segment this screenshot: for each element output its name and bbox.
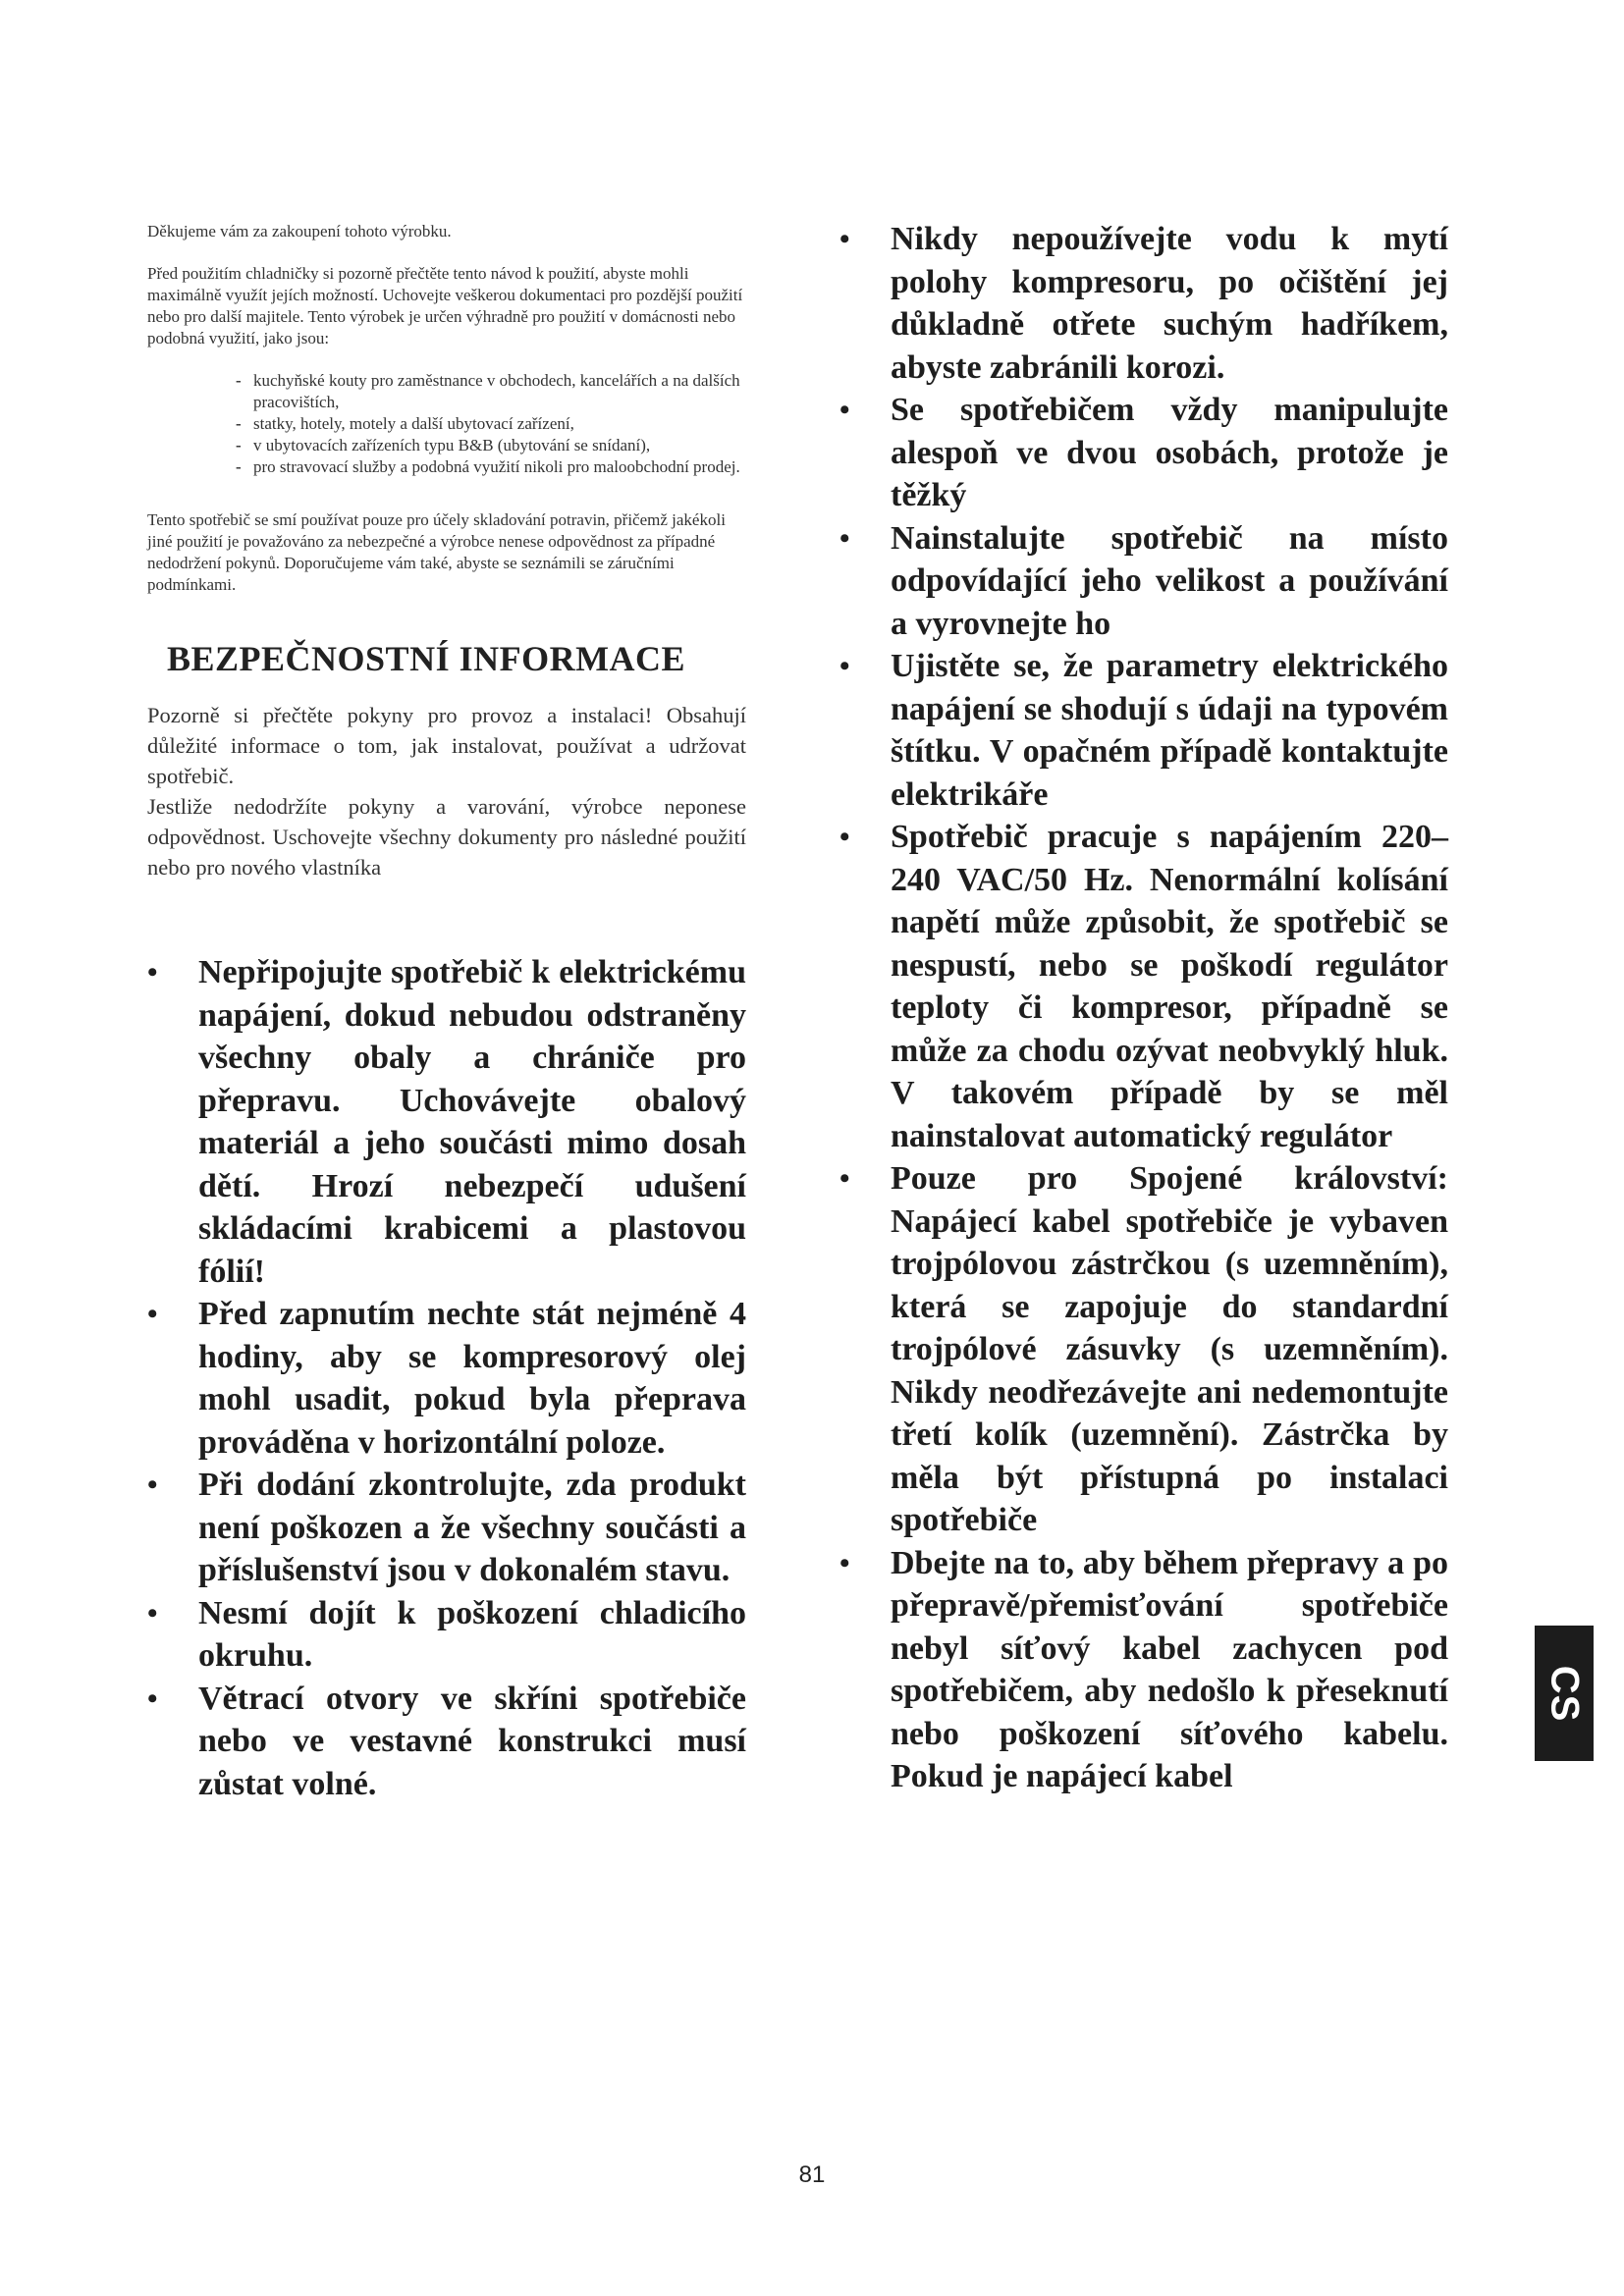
bullet-item: [839, 816, 1448, 1157]
bullet-item: [147, 1293, 746, 1464]
usage-item: - kuchyňské kouty pro zaměstnance v obchodech, kancelářích a na dalších pracovištích,: [236, 370, 746, 413]
bullet-text: Ujistěte se, že parametry elektrického napájení se shodují s údaji na typovém štítku. V opačném případě kontaktujte elektrikáře: [891, 648, 1448, 813]
purpose-text: Tento spotřebič se smí používat pouze pro účely skladování potravin, přičemž jakékoli jiné použití je považováno za nebezpečné a výrobce nenese odpovědnost za případné nedodržení pokynů. Doporučujeme vám také, abyste se seznámili se záručními podmínkami.: [147, 510, 726, 594]
bullet-text: Pouze pro Spojené království: Napájecí kabel spotřebiče je vybaven trojpólovou zástrčkou (s uzemněním), která se zapojuje do standardní trojpólové zásuvky (s uzemněním). Nikdy neodřezávejte ani nedemontujte třetí kolík (uzemnění). Zástrčka by měla být přístupná po instalaci spotřebiče: [891, 1160, 1448, 1538]
bullet-item: [147, 951, 746, 1293]
bullet-text: Větrací otvory ve skříni spotřebiče nebo ve vestavné konstrukci musí zůstat volné.: [198, 1680, 746, 1802]
bullet-icon: •: [839, 650, 850, 682]
right-bullet-list: [839, 218, 1448, 1798]
bullet-icon: •: [839, 1162, 850, 1195]
bullet-text: Nikdy nepoužívejte vodu k mytí polohy kompresoru, po očištění jej důkladně otřete suchým hadříkem, abyste zabránili korozi.: [891, 221, 1448, 386]
bullet-icon: •: [147, 1468, 158, 1501]
bullet-icon: •: [147, 956, 158, 988]
usage-list: [147, 370, 746, 478]
bullet-text: Nainstalujte spotřebič na místo odpovídající jeho velikost a používání a vyrovnejte ho: [891, 519, 1448, 642]
bullet-icon: •: [839, 521, 850, 555]
bullet-item: [839, 389, 1448, 517]
bullet-item: [839, 1157, 1448, 1542]
thanks-text: Děkujeme vám za zakoupení tohoto výrobku.: [147, 222, 452, 240]
bullet-icon: •: [147, 1596, 158, 1629]
usage-item: - pro stravovací služby a podobná využití nikoli pro maloobchodní prodej.: [236, 456, 746, 478]
language-tab-label: CS: [1543, 1665, 1587, 1722]
language-tab: [1535, 1626, 1594, 1761]
bullet-text: Před zapnutím nechte stát nejméně 4 hodiny, aby se kompresorový olej mohl usadit, pokud byla přeprava prováděna v horizontální poloze.: [198, 1296, 746, 1461]
bullet-item: [839, 645, 1448, 816]
bullet-text: Nesmí dojít k poškození chladicího okruhu.: [198, 1594, 746, 1674]
bullet-item: [839, 218, 1448, 389]
safety-paragraph-1: Pozorně si přečtěte pokyny pro provoz a instalaci! Obsahují důležité informace o tom, jak instalovat, používat a udržovat spotřebič.: [147, 703, 746, 788]
left-bullet-list: [147, 951, 746, 1805]
right-column: [839, 218, 1448, 1798]
bullet-text: Se spotřebičem vždy manipulujte alespoň ve dvou osobách, protože je těžký: [891, 392, 1448, 513]
safety-heading: BEZPEČNOSTNÍ INFORMACE: [167, 639, 686, 678]
safety-paragraph-2: Jestliže nedodržíte pokyny a varování, výrobce neponese odpovědnost. Uschovejte všechny dokumenty pro následné použití nebo pro nového vlastníka: [147, 794, 746, 880]
bullet-text: Při dodání zkontrolujte, zda produkt není poškozen a že všechny součásti a příslušenství jsou v dokonalém stavu.: [198, 1467, 746, 1588]
bullet-item: [839, 1542, 1448, 1798]
safety-intro: [147, 700, 746, 882]
bullet-text: Spotřebič pracuje s napájením 220–240 VAC/50 Hz. Nenormální kolísání napětí může způsobit, že spotřebič se nespustí, nebo se poškodí regulátor teploty či kompresor, případně se může za chodu ozývat neobvyklý hluk. V takovém případě by se měl nainstalovat automatický regulátor: [891, 819, 1448, 1154]
bullet-icon: •: [839, 223, 850, 255]
bullet-icon: •: [147, 1298, 158, 1330]
bullet-text: Dbejte na to, aby během přepravy a po přepravě/přemisťování spotřebiče nebyl síťový kabel zachycen pod spotřebičem, aby nedošlo k přeseknutí nebo poškození síťového kabelu. Pokud je napájecí kabel: [891, 1544, 1448, 1794]
bullet-item: [839, 517, 1448, 646]
bullet-icon: •: [839, 1546, 850, 1579]
bullet-icon: •: [147, 1682, 158, 1715]
instructions-text: Před použitím chladničky si pozorně přečtěte tento návod k použití, abyste mohli maximálně využít jejích možností. Uchovejte veškerou dokumentaci pro pozdější použití nebo pro další majitele. Tento výrobek je určen výhradně pro použití v domácnosti nebo podobná využití, jako jsou:: [147, 264, 743, 347]
bullet-icon: •: [839, 394, 850, 426]
left-column: [147, 221, 746, 1805]
page-number: 81: [798, 2162, 826, 2188]
bullet-text: Nepřipojujte spotřebič k elektrickému napájení, dokud nebudou odstraněny všechny obaly a chrániče pro přepravu. Uchovávejte obalový materiál a jeho součásti mimo dosah dětí. Hrozí nebezpečí udušení skládacími krabicemi a plastovou fólií!: [198, 954, 746, 1290]
bullet-item: [147, 1464, 746, 1592]
usage-item: - v ubytovacích zařízeních typu B&B (ubytování se snídaní),: [236, 435, 746, 456]
bullet-item: [147, 1592, 746, 1678]
usage-item: - statky, hotely, motely a další ubytovací zařízení,: [236, 413, 746, 435]
bullet-icon: •: [839, 821, 850, 853]
bullet-item: [147, 1678, 746, 1806]
